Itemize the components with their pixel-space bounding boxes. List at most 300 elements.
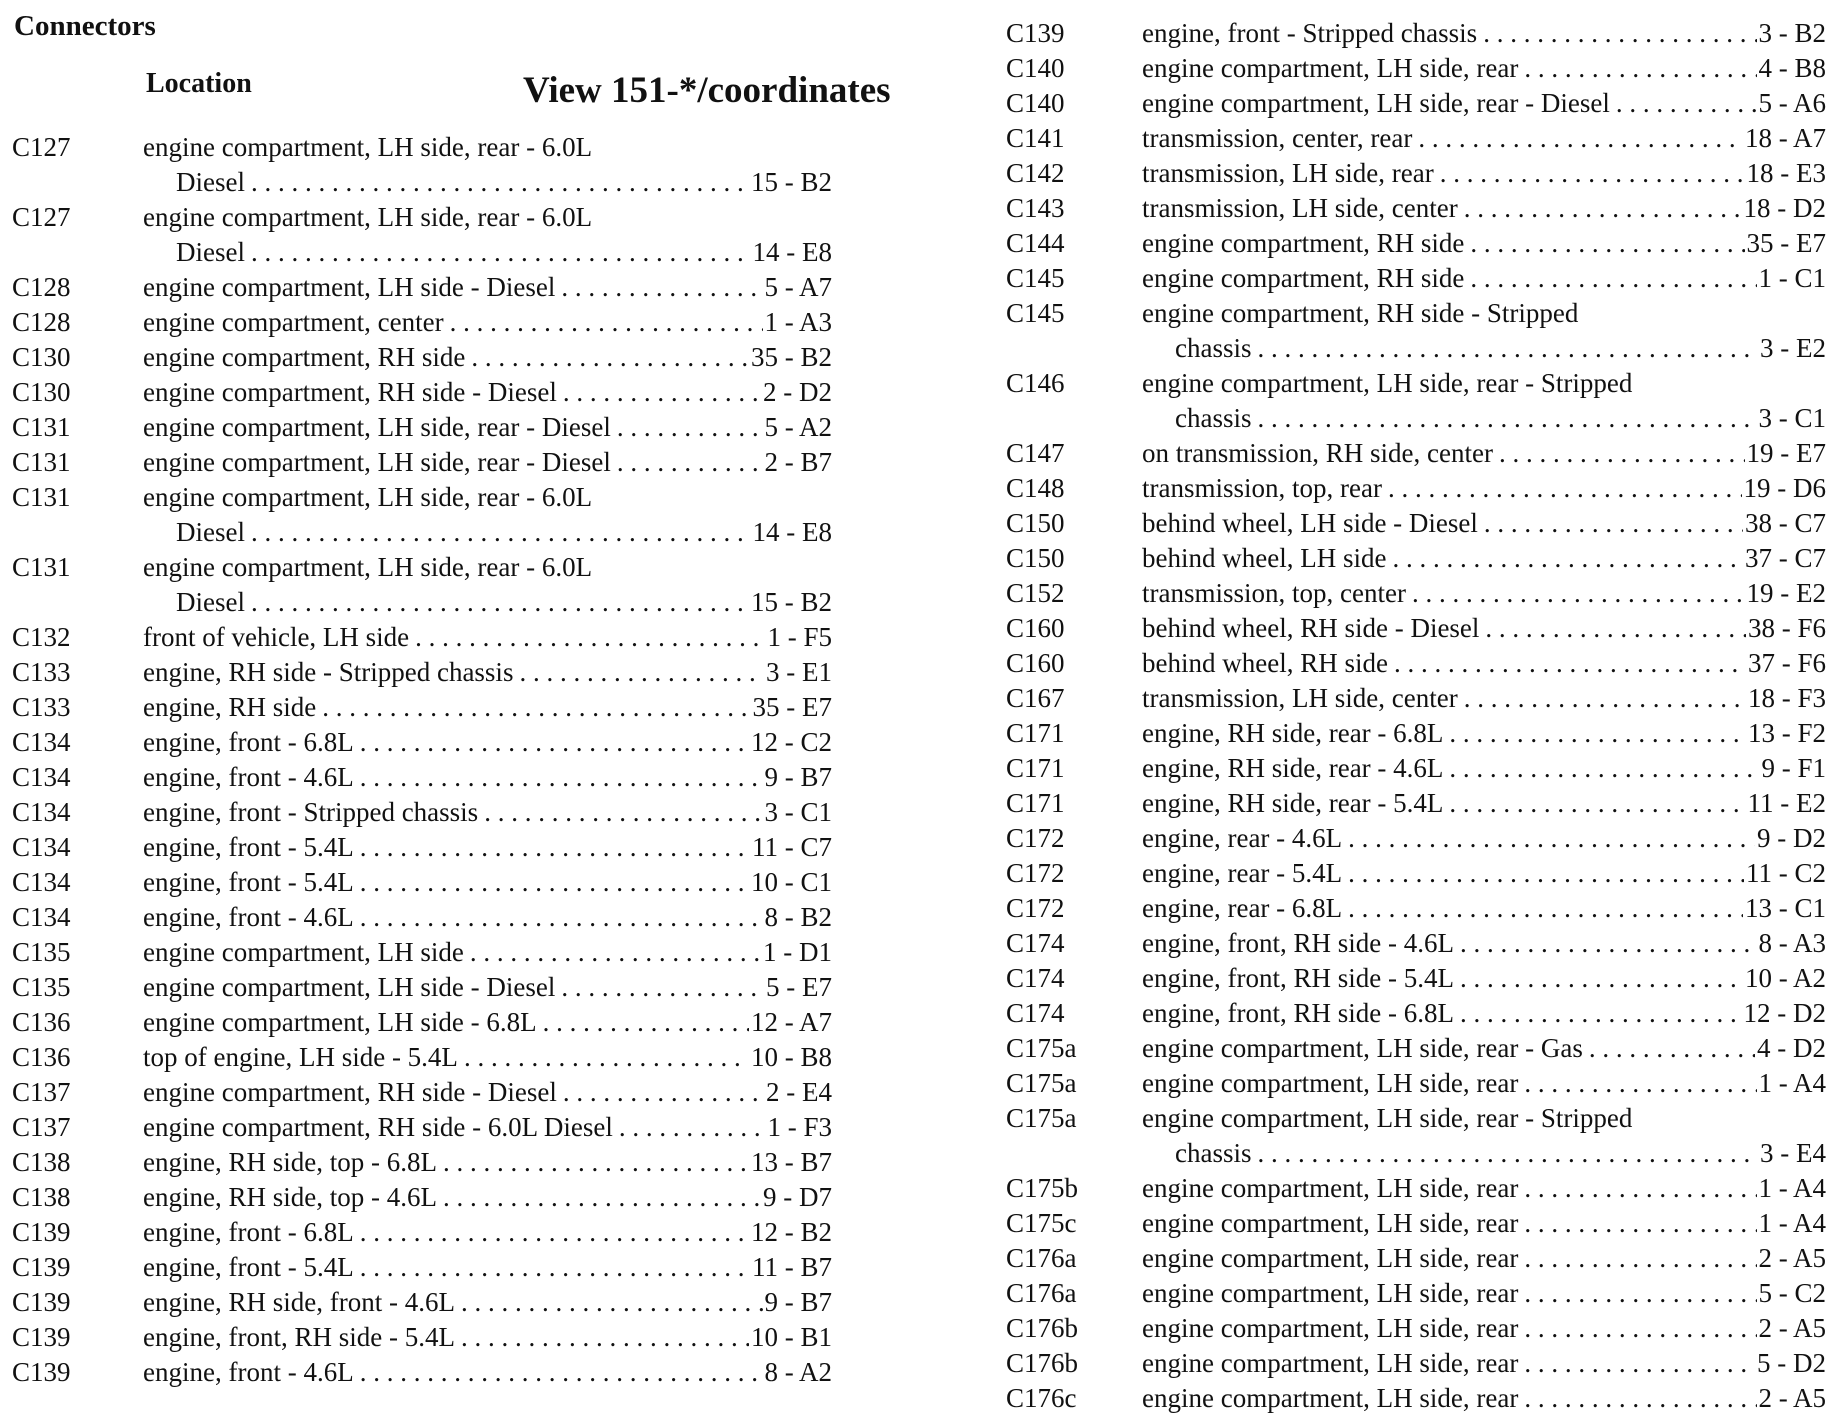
location-text: engine, front - 5.4L [143, 832, 354, 862]
dot-leader [537, 1005, 749, 1040]
dot-leader [1443, 751, 1759, 786]
location-text: engine, RH side [143, 692, 317, 722]
view-coordinate-ref: 19 - E2 [1746, 578, 1826, 608]
location-line [143, 1040, 832, 1075]
location-line [1142, 576, 1826, 611]
connector-location [1142, 1031, 1826, 1066]
connector-code: C139 [12, 1357, 71, 1387]
location-line [143, 1285, 832, 1320]
location-line [143, 620, 832, 655]
location-line [1142, 296, 1826, 331]
connector-entry [1006, 891, 1826, 926]
location-text: transmission, LH side, rear [1142, 158, 1434, 188]
dot-leader [1434, 156, 1745, 191]
connector-entry [1006, 226, 1826, 261]
connector-entry [1006, 436, 1826, 471]
location-text: engine, RH side, top - 6.8L [143, 1147, 437, 1177]
view-coordinate-ref: 11 - C7 [752, 832, 832, 862]
dot-leader [557, 375, 761, 410]
connector-code: C136 [12, 1007, 71, 1037]
connector-entry [12, 130, 832, 200]
location-line [1142, 191, 1826, 226]
dot-leader [611, 410, 763, 445]
view-coordinate-ref: 8 - A3 [1758, 928, 1826, 958]
view-coordinate-ref: 2 - D2 [763, 377, 832, 407]
dot-leader [1454, 926, 1757, 961]
connector-location [143, 725, 832, 760]
connector-entry [1006, 541, 1826, 576]
location-text: engine compartment, LH side, rear - 6.0L [143, 552, 593, 582]
location-text: engine compartment, LH side, rear - Diesel [143, 412, 611, 442]
location-text: engine compartment, RH side - Diesel [143, 1077, 557, 1107]
location-continuation-line [143, 585, 832, 620]
location-text: engine compartment, LH side, rear [1142, 1348, 1519, 1378]
view-coordinate-ref: 1 - F3 [767, 1112, 832, 1142]
connector-location [1142, 891, 1826, 926]
location-line [143, 1250, 832, 1285]
location-line [1142, 681, 1826, 716]
dot-leader [354, 865, 749, 900]
view-column-header: View 151-*/coordinates [523, 70, 891, 111]
location-text: transmission, LH side, center [1142, 683, 1458, 713]
connector-location [143, 620, 832, 655]
connector-entry [12, 200, 832, 270]
connector-code: C138 [12, 1182, 71, 1212]
connector-location [1142, 1066, 1826, 1101]
location-continuation-line [143, 515, 832, 550]
location-line [143, 655, 832, 690]
location-line [1142, 471, 1826, 506]
connector-code: C175a [1006, 1033, 1077, 1063]
view-coordinate-ref: 2 - A5 [1758, 1313, 1826, 1343]
dot-leader [455, 1320, 749, 1355]
dot-leader [1493, 436, 1745, 471]
location-text: engine, RH side - Stripped chassis [143, 657, 514, 687]
connector-location [143, 970, 832, 1005]
connector-entry [12, 375, 832, 410]
connector-location [143, 480, 832, 550]
connector-code: C137 [12, 1077, 71, 1107]
connector-code: C128 [12, 272, 71, 302]
connector-location [143, 795, 832, 830]
location-line [143, 1355, 832, 1390]
view-coordinate-ref: 12 - D2 [1743, 998, 1826, 1028]
view-coordinate-ref: 1 - A3 [764, 307, 832, 337]
location-line [143, 200, 832, 235]
connector-code: C142 [1006, 158, 1065, 188]
dot-leader [1518, 1311, 1756, 1346]
connector-code: C171 [1006, 753, 1065, 783]
location-text: engine compartment, LH side, rear [1142, 1173, 1519, 1203]
left-connector-list [12, 130, 832, 1390]
connector-entry [1006, 296, 1826, 366]
connector-entry [1006, 821, 1826, 856]
location-line [1142, 1171, 1826, 1206]
connector-location [1142, 436, 1826, 471]
location-line [1142, 786, 1826, 821]
location-text: engine, front - 4.6L [143, 762, 354, 792]
connector-location [143, 1215, 832, 1250]
dot-leader [1464, 226, 1744, 261]
connector-code: C134 [12, 902, 71, 932]
location-text: engine compartment, LH side [143, 937, 464, 967]
connector-entry [12, 935, 832, 970]
location-line [1142, 856, 1826, 891]
location-text: engine, rear - 4.6L [1142, 823, 1343, 853]
connector-code: C134 [12, 832, 71, 862]
connector-entry [1006, 856, 1826, 891]
connector-entry [1006, 926, 1826, 961]
connector-entry [12, 1040, 832, 1075]
location-text: behind wheel, RH side [1142, 648, 1388, 678]
connector-entry [1006, 961, 1826, 996]
location-text: engine, front - Stripped chassis [1142, 18, 1478, 48]
location-text: engine compartment, LH side - Diesel [143, 972, 556, 1002]
dot-leader [1252, 401, 1757, 436]
location-text: engine compartment, LH side, rear - Diesel [143, 447, 611, 477]
view-coordinate-ref: 9 - D2 [1757, 823, 1826, 853]
connector-location [1142, 856, 1826, 891]
connector-location [1142, 16, 1826, 51]
view-coordinate-ref: 13 - B7 [751, 1147, 832, 1177]
view-coordinate-ref: 12 - C2 [751, 727, 832, 757]
dot-leader [1610, 86, 1757, 121]
connector-entry [12, 1005, 832, 1040]
connector-code: C139 [12, 1287, 71, 1317]
connector-location [143, 445, 832, 480]
location-text: transmission, LH side, center [1142, 193, 1458, 223]
view-coordinate-ref: 35 - E7 [1746, 228, 1826, 258]
location-line [143, 830, 832, 865]
view-coordinate-ref: 35 - E7 [752, 692, 832, 722]
connector-code: C172 [1006, 823, 1065, 853]
dot-leader [354, 900, 763, 935]
location-line [143, 865, 832, 900]
connector-entry [1006, 681, 1826, 716]
connector-code: C176a [1006, 1278, 1077, 1308]
connector-location [1142, 506, 1826, 541]
location-text: engine compartment, LH side, rear [1142, 53, 1519, 83]
connector-code: C141 [1006, 123, 1065, 153]
location-text: engine compartment, LH side - 6.8L [143, 1007, 537, 1037]
connector-code: C176b [1006, 1348, 1079, 1378]
location-text: engine, front, RH side - 5.4L [1142, 963, 1454, 993]
connector-code: C175b [1006, 1173, 1079, 1203]
view-coordinate-ref: 2 - E4 [766, 1077, 832, 1107]
location-text: engine compartment, RH side - Diesel [143, 377, 557, 407]
view-coordinate-ref: 1 - A4 [1758, 1173, 1826, 1203]
location-line [1142, 1381, 1826, 1416]
dot-leader [245, 515, 751, 550]
view-coordinate-ref: 10 - B1 [751, 1322, 832, 1352]
connector-location [1142, 611, 1826, 646]
location-line [1142, 1346, 1826, 1381]
connector-entry [12, 270, 832, 305]
connector-location [1142, 786, 1826, 821]
dot-leader [478, 795, 762, 830]
connector-code: C175a [1006, 1068, 1077, 1098]
dot-leader [557, 1075, 764, 1110]
location-text: engine compartment, RH side - 6.0L Diesel [143, 1112, 613, 1142]
connector-location [143, 550, 832, 620]
connector-code: C138 [12, 1147, 71, 1177]
dot-leader [1479, 611, 1746, 646]
location-text: chassis [1175, 1138, 1252, 1168]
location-text: engine compartment, LH side, rear - Stripped [1142, 1103, 1633, 1133]
location-line [1142, 716, 1826, 751]
dot-leader [1406, 576, 1745, 611]
view-coordinate-ref: 3 - E1 [766, 657, 832, 687]
location-line [143, 725, 832, 760]
location-text: engine compartment, LH side, rear - 6.0L [143, 202, 593, 232]
location-line [143, 1180, 832, 1215]
connector-code: C145 [1006, 298, 1065, 328]
location-line [143, 445, 832, 480]
location-text: transmission, center, rear [1142, 123, 1413, 153]
location-line [143, 375, 832, 410]
connector-code: C175a [1006, 1103, 1077, 1133]
connector-location [1142, 296, 1826, 366]
connector-location [143, 1075, 832, 1110]
view-coordinate-ref: 3 - E2 [1760, 333, 1826, 363]
connector-code: C127 [12, 202, 71, 232]
location-line [143, 760, 832, 795]
connector-code: C132 [12, 622, 71, 652]
connector-code: C139 [12, 1217, 71, 1247]
location-line [1142, 1241, 1826, 1276]
dot-leader [316, 690, 750, 725]
connector-entry [1006, 646, 1826, 681]
connector-location [143, 340, 832, 375]
dot-leader [1458, 191, 1742, 226]
connector-code: C131 [12, 482, 71, 512]
view-coordinate-ref: 8 - A2 [764, 1357, 832, 1387]
dot-leader [1388, 646, 1746, 681]
location-line [143, 970, 832, 1005]
connector-code: C174 [1006, 928, 1065, 958]
connector-code: C167 [1006, 683, 1065, 713]
connector-entry [12, 1075, 832, 1110]
dot-leader [437, 1145, 749, 1180]
connector-code: C133 [12, 657, 71, 687]
connector-entry [1006, 86, 1826, 121]
connector-location [143, 1005, 832, 1040]
connector-location [1142, 681, 1826, 716]
connector-entry [1006, 611, 1826, 646]
location-line [1142, 821, 1826, 856]
dot-leader [245, 235, 751, 270]
connector-location [1142, 576, 1826, 611]
location-line [1142, 1206, 1826, 1241]
connector-code: C137 [12, 1112, 71, 1142]
connector-code: C148 [1006, 473, 1065, 503]
connector-code: C130 [12, 342, 71, 372]
connector-code: C144 [1006, 228, 1065, 258]
location-text: engine, front, RH side - 6.8L [1142, 998, 1454, 1028]
connector-entry [12, 1285, 832, 1320]
location-text: engine compartment, RH side [1142, 228, 1465, 258]
location-text: engine compartment, LH side, rear - Gas [1142, 1033, 1583, 1063]
location-line [143, 1075, 832, 1110]
connector-location [1142, 646, 1826, 681]
dot-leader [1477, 16, 1756, 51]
connector-location [143, 655, 832, 690]
location-line [1142, 366, 1826, 401]
location-text: chassis [1175, 333, 1252, 363]
view-coordinate-ref: 4 - B8 [1758, 53, 1826, 83]
view-coordinate-ref: 1 - F5 [767, 622, 832, 652]
dot-leader [245, 585, 749, 620]
connector-location [1142, 86, 1826, 121]
connector-entry [1006, 996, 1826, 1031]
connector-code: C127 [12, 132, 71, 162]
location-text: engine, rear - 6.8L [1142, 893, 1343, 923]
connector-location [143, 935, 832, 970]
view-coordinate-ref: 5 - E7 [766, 972, 832, 1002]
view-coordinate-ref: 2 - A5 [1758, 1383, 1826, 1413]
connector-entry [1006, 16, 1826, 51]
location-text: chassis [1175, 403, 1252, 433]
location-line [1142, 1276, 1826, 1311]
connector-entry [1006, 786, 1826, 821]
connector-code: C134 [12, 797, 71, 827]
dot-leader [1518, 1346, 1755, 1381]
dot-leader [1518, 1241, 1756, 1276]
connector-entry [1006, 1346, 1826, 1381]
dot-leader [455, 1285, 763, 1320]
view-coordinate-ref: 18 - F3 [1747, 683, 1826, 713]
connector-location [143, 1180, 832, 1215]
dot-leader [1342, 856, 1744, 891]
view-coordinate-ref: 1 - D1 [763, 937, 832, 967]
location-line [143, 480, 832, 515]
connector-location [1142, 1346, 1826, 1381]
connector-entry [1006, 1381, 1826, 1416]
dot-leader [1454, 996, 1742, 1031]
location-continuation-line [1142, 401, 1826, 436]
location-text: engine compartment, LH side, rear - Diesel [1142, 88, 1610, 118]
dot-leader [464, 935, 761, 970]
connector-location [143, 690, 832, 725]
view-coordinate-ref: 11 - E2 [1747, 788, 1826, 818]
dot-leader [1464, 261, 1756, 296]
location-text: engine compartment, LH side, rear - 6.0L [143, 482, 593, 512]
view-coordinate-ref: 14 - E8 [752, 517, 832, 547]
location-text: engine, front - 5.4L [143, 867, 354, 897]
location-line [143, 550, 832, 585]
connector-entry [1006, 751, 1826, 786]
location-line [1142, 261, 1826, 296]
view-coordinate-ref: 3 - E4 [1760, 1138, 1826, 1168]
dot-leader [1518, 1276, 1756, 1311]
view-coordinate-ref: 9 - B7 [764, 762, 832, 792]
dot-leader [465, 340, 749, 375]
connector-code: C176b [1006, 1313, 1079, 1343]
view-coordinate-ref: 2 - B7 [764, 447, 832, 477]
location-text: engine compartment, LH side, rear - 6.0L [143, 132, 593, 162]
dot-leader [1458, 681, 1746, 716]
location-line [143, 270, 832, 305]
connector-code: C176c [1006, 1383, 1077, 1413]
connector-entry [12, 900, 832, 935]
connector-location [143, 200, 832, 270]
location-line [143, 1145, 832, 1180]
location-text: engine compartment, RH side [1142, 263, 1465, 293]
connector-entry [12, 830, 832, 865]
connector-entry [12, 410, 832, 445]
location-text: on transmission, RH side, center [1142, 438, 1493, 468]
dot-leader [1518, 1206, 1756, 1241]
dot-leader [354, 1250, 750, 1285]
view-coordinate-ref: 5 - A7 [764, 272, 832, 302]
connector-code: C143 [1006, 193, 1065, 223]
location-text: front of vehicle, LH side [143, 622, 410, 652]
dot-leader [1382, 471, 1742, 506]
location-text: engine, RH side, rear - 6.8L [1142, 718, 1444, 748]
location-text: engine compartment, center [143, 307, 444, 337]
connector-entry [12, 760, 832, 795]
location-text: Diesel [176, 167, 245, 197]
location-text: engine compartment, RH side [143, 342, 466, 372]
location-text: engine compartment, RH side - Stripped [1142, 298, 1579, 328]
connector-entry [12, 1355, 832, 1390]
dot-leader [444, 305, 763, 340]
location-line [1142, 506, 1826, 541]
location-text: engine compartment, LH side, rear [1142, 1278, 1519, 1308]
dot-leader [1454, 961, 1743, 996]
connector-code: C139 [12, 1322, 71, 1352]
connector-location [1142, 751, 1826, 786]
connector-entry [12, 340, 832, 375]
location-text: engine, RH side, rear - 4.6L [1142, 753, 1444, 783]
location-text: Diesel [176, 237, 245, 267]
connector-location [1142, 1171, 1826, 1206]
connector-location [143, 305, 832, 340]
location-text: engine, front - 4.6L [143, 1357, 354, 1387]
connector-code: C147 [1006, 438, 1065, 468]
location-text: engine, front - 5.4L [143, 1252, 354, 1282]
view-coordinate-ref: 12 - A7 [751, 1007, 832, 1037]
view-coordinate-ref: 2 - A5 [1758, 1243, 1826, 1273]
location-line [1142, 226, 1826, 261]
dot-leader [354, 1355, 763, 1390]
connector-entry [12, 1250, 832, 1285]
location-line [1142, 961, 1826, 996]
view-coordinate-ref: 14 - E8 [752, 237, 832, 267]
view-coordinate-ref: 37 - C7 [1745, 543, 1826, 573]
view-coordinate-ref: 5 - C2 [1758, 1278, 1826, 1308]
connector-code: C172 [1006, 893, 1065, 923]
connector-entry [1006, 1066, 1826, 1101]
location-line [143, 935, 832, 970]
connector-code: C174 [1006, 963, 1065, 993]
connector-entry [12, 1180, 832, 1215]
dot-leader [1518, 51, 1756, 86]
connector-code: C133 [12, 692, 71, 722]
connector-location [143, 760, 832, 795]
connector-code: C131 [12, 447, 71, 477]
connector-entry [1006, 1031, 1826, 1066]
connector-code: C172 [1006, 858, 1065, 888]
connector-entry [1006, 121, 1826, 156]
connector-code: C145 [1006, 263, 1065, 293]
connector-location [143, 270, 832, 305]
view-coordinate-ref: 9 - B7 [764, 1287, 832, 1317]
connector-code: C131 [12, 412, 71, 442]
connector-entry [12, 620, 832, 655]
view-coordinate-ref: 5 - A6 [1758, 88, 1826, 118]
connector-entry [12, 1145, 832, 1180]
